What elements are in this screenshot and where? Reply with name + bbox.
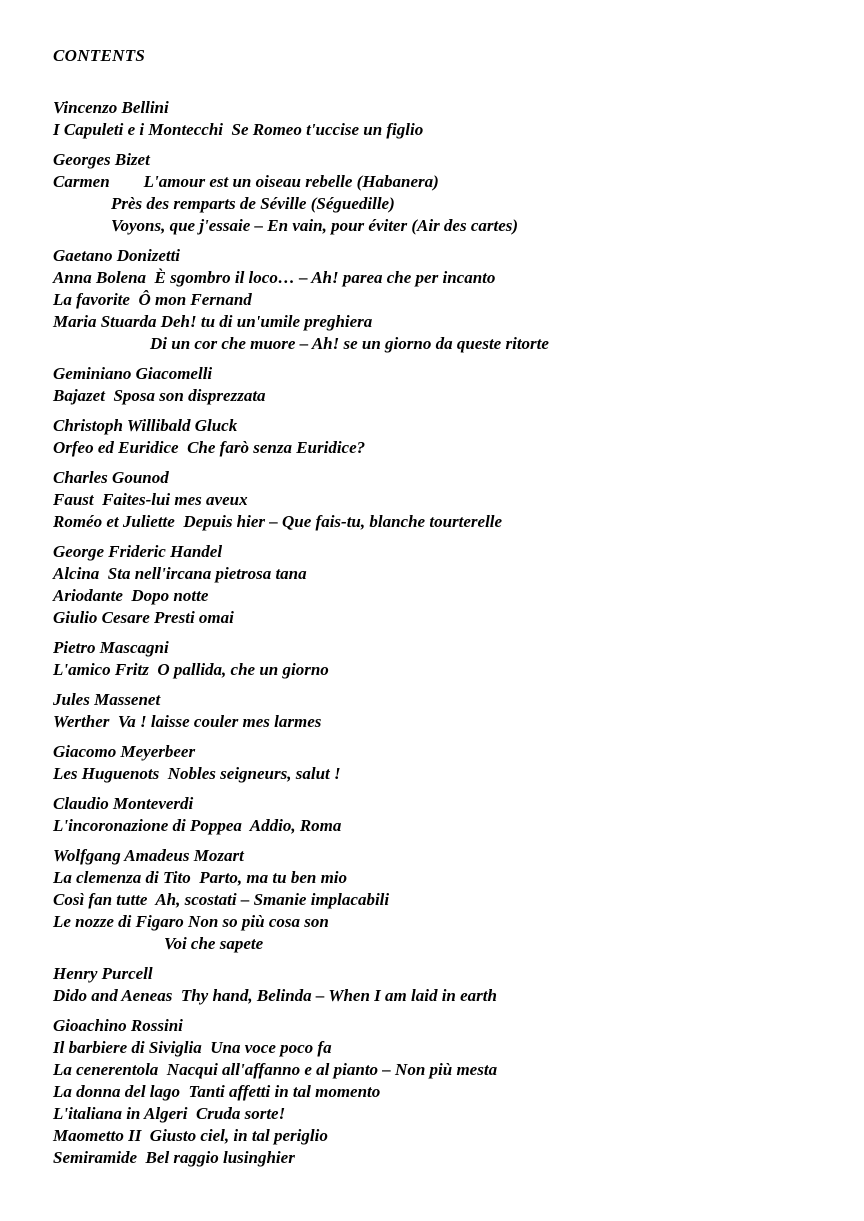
section-donizetti: [53, 245, 834, 355]
toc-entry: Dido and Aeneas Thy hand, Belinda – When I am laid in earth: [53, 986, 497, 1005]
toc-entry: L'amico Fritz O pallida, che un giorno: [53, 660, 329, 679]
toc-entry: Maria Stuarda Deh! tu di un'umile preghiera: [53, 312, 373, 331]
section-giacomelli: [53, 363, 834, 407]
toc-entry: Ariodante Dopo notte: [53, 586, 209, 605]
toc-entry: La clemenza di Tito Parto, ma tu ben mio: [53, 868, 348, 887]
composer-name: Wolfgang Amadeus Mozart: [53, 846, 244, 865]
section-meyerbeer: [53, 741, 834, 785]
toc-entry: Così fan tutte Ah, scostati – Smanie implacabili: [53, 890, 390, 909]
toc-entry: Roméo et Juliette Depuis hier – Que fais-tu, blanche tourterelle: [53, 512, 503, 531]
section-bellini: [53, 97, 834, 141]
toc-entry: Faust Faites-lui mes aveux: [53, 490, 248, 509]
toc-entry: Près des remparts de Séville (Séguedille): [111, 194, 395, 213]
section-massenet: [53, 689, 834, 733]
composer-name: Christoph Willibald Gluck: [53, 416, 238, 435]
section-bizet: [53, 149, 834, 237]
toc-entry: La donna del lago Tanti affetti in tal momento: [53, 1082, 381, 1101]
toc-entry: Il barbiere di Siviglia Una voce poco fa: [53, 1038, 332, 1057]
section-gounod: [53, 467, 834, 533]
toc-entry: Alcina Sta nell'ircana pietrosa tana: [53, 564, 307, 583]
toc-entry: Carmen L'amour est un oiseau rebelle (Habanera): [53, 172, 439, 191]
toc-entry: Werther Va ! laisse couler mes larmes: [53, 712, 322, 731]
toc-entry: Voyons, que j'essaie – En vain, pour éviter (Air des cartes): [111, 216, 519, 235]
toc-entry: Giulio Cesare Presti omai: [53, 608, 234, 627]
toc-entry: Semiramide Bel raggio lusinghier: [53, 1148, 295, 1167]
toc-entry: Orfeo ed Euridice Che farò senza Euridice?: [53, 438, 366, 457]
toc-entry: Les Huguenots Nobles seigneurs, salut !: [53, 764, 341, 783]
composer-name: Vincenzo Bellini: [53, 98, 169, 117]
toc-entry: Voi che sapete: [164, 934, 264, 953]
section-mozart: [53, 845, 834, 955]
toc-entry: La cenerentola Nacqui all'affanno e al pianto – Non più mesta: [53, 1060, 498, 1079]
composer-name: Charles Gounod: [53, 468, 169, 487]
toc-entry: I Capuleti e i Montecchi Se Romeo t'uccise un figlio: [53, 120, 424, 139]
toc-entry: Le nozze di Figaro Non so più cosa son: [53, 912, 329, 931]
toc-entry: Bajazet Sposa son disprezzata: [53, 386, 266, 405]
composer-name: Geminiano Giacomelli: [53, 364, 213, 383]
section-rossini: [53, 1015, 834, 1169]
contents-title: CONTENTS: [53, 46, 146, 65]
composer-name: Georges Bizet: [53, 150, 150, 169]
toc-entry: Di un cor che muore – Ah! se un giorno da queste ritorte: [150, 334, 549, 353]
composer-name: Gaetano Donizetti: [53, 246, 181, 265]
toc-entry: L'incoronazione di Poppea Addio, Roma: [53, 816, 342, 835]
composer-name: Gioachino Rossini: [53, 1016, 183, 1035]
section-purcell: [53, 963, 834, 1007]
composer-name: Henry Purcell: [53, 964, 153, 983]
toc-entry: L'italiana in Algeri Cruda sorte!: [53, 1104, 286, 1123]
composer-name: Giacomo Meyerbeer: [53, 742, 196, 761]
toc-entry: La favorite Ô mon Fernand: [53, 290, 252, 309]
section-handel: [53, 541, 834, 629]
composer-name: Jules Massenet: [53, 690, 161, 709]
composer-name: George Frideric Handel: [53, 542, 223, 561]
toc-entry: Anna Bolena È sgombro il loco… – Ah! parea che per incanto: [53, 268, 496, 287]
toc-entry: Maometto II Giusto ciel, in tal periglio: [53, 1126, 328, 1145]
section-monteverdi: [53, 793, 834, 837]
section-mascagni: [53, 637, 834, 681]
composer-name: Claudio Monteverdi: [53, 794, 194, 813]
composer-name: Pietro Mascagni: [53, 638, 169, 657]
section-gluck: [53, 415, 834, 459]
